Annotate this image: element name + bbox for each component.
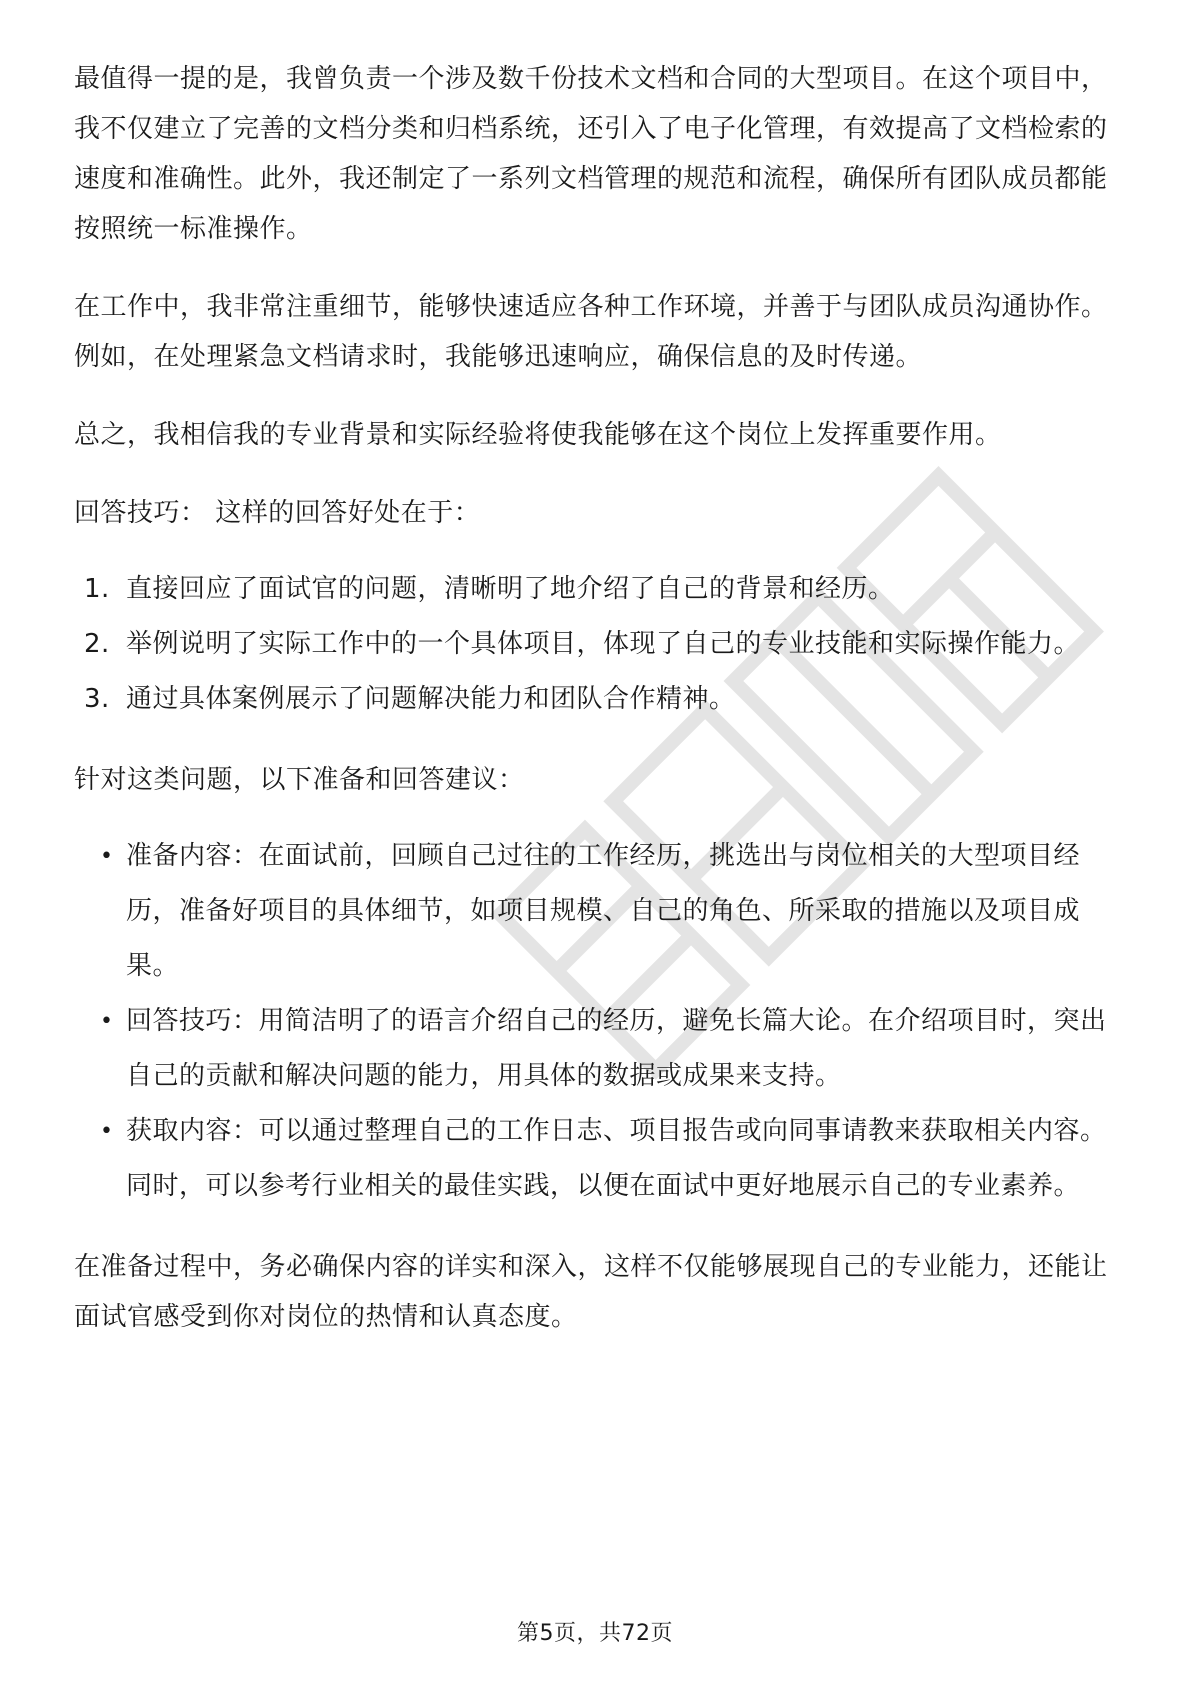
list-item-text: 回答技巧：用简洁明了的语言介绍自己的经历，避免长篇大论。在介绍项目时，突出自己的贡献和解决问题的能力，用具体的数据或成果来支持。 [126,1006,1107,1091]
page-number: 第5页，共72页 [517,1621,673,1646]
paragraph-closing: 在准备过程中，务必确保内容的详实和深入，这样不仅能够展现自己的专业能力，还能让面试官感受到你对岗位的热情和认真态度。 [74,1252,1108,1332]
bullet-icon: • [100,1119,114,1144]
list-number: 1. [84,574,110,604]
paragraph-suggestions-intro: 针对这类问题，以下准备和回答建议： [74,765,525,795]
list-item [74,1104,1114,1214]
list-item-text: 获取内容：可以通过整理自己的工作日志、项目报告或向同事请教来获取相关内容。同时，可以参考行业相关的最佳实践，以便在面试中更好地展示自己的专业素养。 [126,1116,1107,1201]
numbered-list [74,562,1114,727]
list-item-text: 直接回应了面试官的问题，清晰明了地介绍了自己的背景和经历。 [126,574,895,604]
list-item [74,617,1114,672]
list-item-text: 通过具体案例展示了问题解决能力和团队合作精神。 [126,684,736,714]
paragraph-answer-tips-intro: 回答技巧： 这样的回答好处在于： [74,498,481,528]
list-item [74,672,1114,727]
bullet-list [74,829,1114,1214]
paragraph-project-highlight: 最值得一提的是，我曾负责一个涉及数千份技术文档和合同的大型项目。在这个项目中，我不仅建立了完善的文档分类和归档系统，还引入了电子化管理，有效提高了文档检索的速度和准确性。此外，我还制定了一系列文档管理的规范和流程，确保所有团队成员都能按照统一标准操作。 [74,64,1108,244]
list-item [74,562,1114,617]
list-item-text: 准备内容：在面试前，回顾自己过往的工作经历，挑选出与岗位相关的大型项目经历，准备好项目的具体细节，如项目规模、自己的角色、所采取的措施以及项目成果。 [126,841,1081,981]
list-number: 2. [84,629,110,659]
list-item [74,829,1114,994]
paragraph-summary: 总之，我相信我的专业背景和实际经验将使我能够在这个岗位上发挥重要作用。 [74,420,1002,450]
list-item-text: 举例说明了实际工作中的一个具体项目，体现了自己的专业技能和实际操作能力。 [126,629,1081,659]
list-number: 3. [84,684,110,714]
page-content [74,54,1114,1370]
bullet-icon: • [100,844,114,869]
bullet-icon: • [100,1009,114,1034]
paragraph-work-attitude: 在工作中，我非常注重细节，能够快速适应各种工作环境，并善于与团队成员沟通协作。例如，在处理紧急文档请求时，我能够迅速响应，确保信息的及时传递。 [74,292,1108,372]
list-item [74,994,1114,1104]
